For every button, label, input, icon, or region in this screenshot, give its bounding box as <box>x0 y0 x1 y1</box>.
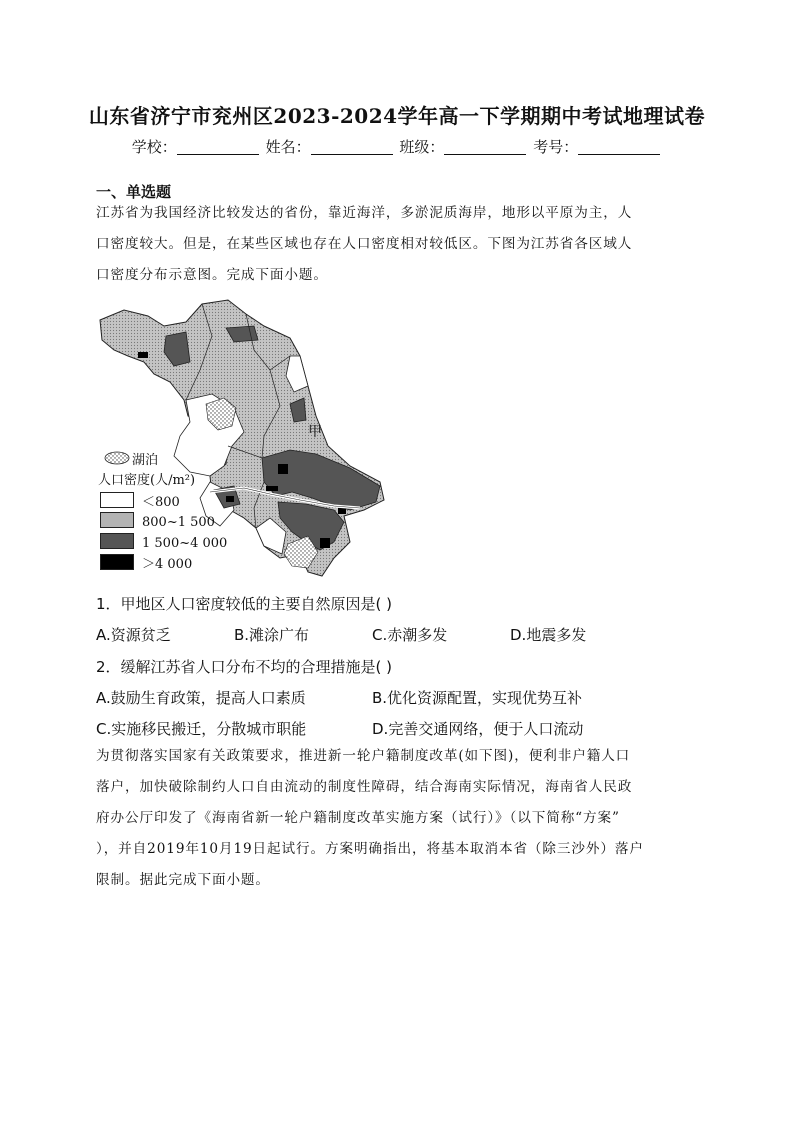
legend-title: 人口密度(人/m²) <box>98 473 196 488</box>
intro-line: 江苏省为我国经济比较发达的省份，靠近海洋，多淤泥质海岸，地形以平原为主，人 <box>96 205 633 221</box>
q2-option-a[interactable]: A.鼓励生育政策，提高人口素质 <box>96 689 306 707</box>
exam-number-blank[interactable] <box>578 140 660 155</box>
school-blank[interactable] <box>177 140 259 155</box>
area-jia-label: 甲 <box>308 424 322 440</box>
name-label: 姓名： <box>265 138 311 156</box>
q1-option-c[interactable]: C.赤潮多发 <box>372 626 448 644</box>
high-density-spot <box>266 486 278 491</box>
high-density-spot <box>226 496 234 502</box>
passage-line: 府办公厅印发了《海南省新一轮户籍制度改革实施方案（试行）》（以下简称“方案” <box>96 810 620 826</box>
intro-line: 口密度分布示意图。完成下面小题。 <box>96 267 328 283</box>
question-1-stem: 1．甲地区人口密度较低的主要自然原因是( ) <box>96 595 393 613</box>
passage-line: 落户，加快破除制约人口自由流动的制度性障碍，结合海南实际情况，海南省人民政 <box>96 779 633 795</box>
q2-option-d[interactable]: D.完善交通网络，便于人口流动 <box>372 720 584 738</box>
legend-item <box>100 491 180 510</box>
legend-item <box>100 533 227 551</box>
q1-option-b[interactable]: B.滩涂广布 <box>234 626 310 644</box>
legend-label: 1 500~4 000 <box>142 536 228 551</box>
intro-line: 口密度较大。但是，在某些区域也存在人口密度相对较低区。下图为江苏省各区域人 <box>96 236 633 252</box>
passage-line: ），并自2019年10月19日起试行。方案明确指出，将基本取消本省（除三沙外）落户 <box>96 841 644 857</box>
question-2-stem: 2．缓解江苏省人口分布不均的合理措施是( ) <box>96 658 393 676</box>
legend-swatch <box>100 492 134 508</box>
legend-swatch <box>100 554 134 570</box>
exam-title: 山东省济宁市兖州区2023-2024学年高一下学期期中考试地理试卷 <box>88 104 706 128</box>
passage-line: 为贯彻落实国家有关政策要求，推进新一轮户籍制度改革(如下图)，便利非户籍人口 <box>96 748 631 764</box>
legend-label: 800~1 500 <box>142 515 215 530</box>
name-blank[interactable] <box>311 140 393 155</box>
lake-legend-icon <box>104 451 130 465</box>
school-label: 学校： <box>131 138 177 156</box>
high-density-spot <box>138 352 148 358</box>
legend-swatch <box>100 533 134 549</box>
class-blank[interactable] <box>444 140 526 155</box>
lake-legend-label: 湖泊 <box>132 453 159 468</box>
class-label: 班级： <box>399 138 445 156</box>
legend-item <box>100 512 215 530</box>
passage-2 <box>96 741 700 896</box>
legend-item <box>100 553 192 572</box>
high-density-spot <box>278 464 288 474</box>
high-density-spot <box>338 508 346 514</box>
intro-paragraph <box>96 198 700 291</box>
legend-label: ＜800 <box>142 495 180 510</box>
student-info-line <box>0 136 794 157</box>
q2-option-b[interactable]: B.优化资源配置，实现优势互补 <box>372 689 583 707</box>
legend-label: ＞4 000 <box>142 557 193 572</box>
section-heading: 一、单选题 <box>96 183 172 201</box>
high-density-spot <box>320 538 330 548</box>
q2-option-c[interactable]: C.实施移民搬迁，分散城市职能 <box>96 720 307 738</box>
q1-option-d[interactable]: D.地震多发 <box>510 626 587 644</box>
q1-option-a[interactable]: A.资源贫乏 <box>96 626 171 644</box>
legend-swatch <box>100 512 134 528</box>
passage-line: 限制。据此完成下面小题。 <box>96 872 270 888</box>
exam-number-label: 考号： <box>533 138 579 156</box>
